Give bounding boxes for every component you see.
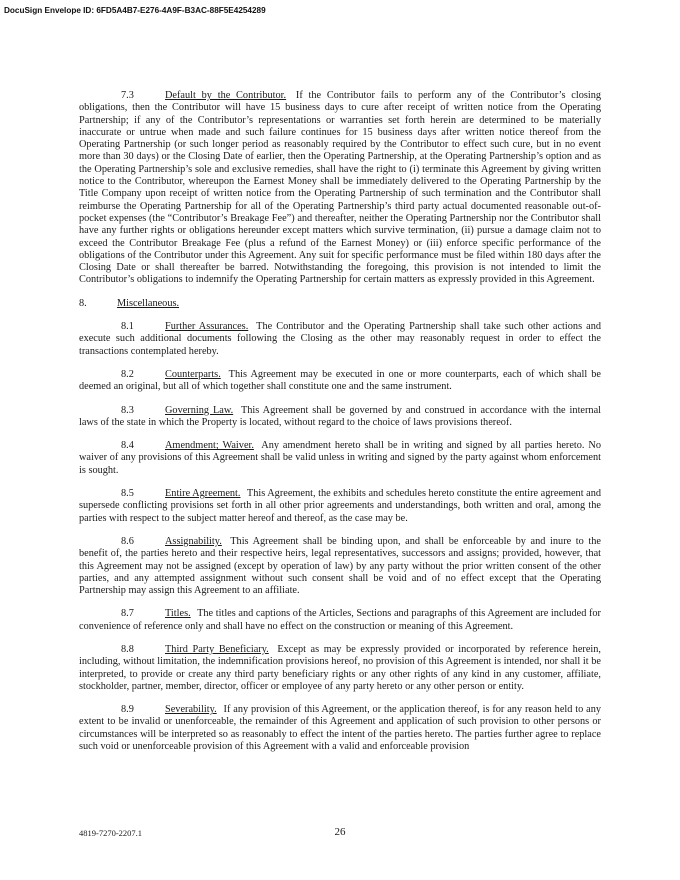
section-number: 8.4 <box>121 440 134 452</box>
section-heading: Default by the Contributor. <box>165 90 287 101</box>
section-text: This Agreement, the exhibits and schedules hereto constitute the entire agreement and supersede conflicting provisions set forth in all other prior agreements and understandings, both written and oral, among the parties with respect to the subject matter hereof and thereof, as the case may be. <box>79 488 602 524</box>
section-text: This Agreement shall be binding upon, and shall be enforceable by and inure to the benefit of, the parties hereto and their respective heirs, legal representatives, successors and assigns; provided, however, that this Agreement may not be assigned (except by operation of law) by any party without the prior written consent of the other parties, and any attempted assignment without such consent shall be void and of no effect except that the Operating Partnership may assign this Agreement to an affiliate. <box>79 535 601 597</box>
section-text: If the Contributor fails to perform any of the Contributor’s closing obligations, then the Contributor will have 15 business days to cure after receipt of written notice from the Operating Partnership; if any of the Contributor’s representations or warranties set forth herein are determined to be materially inaccurate or untrue when made and such failure continues for 15 business days after written notice thereof from the Operating Partnership (or such longer period as reasonably required by the Contributor to effect such cure, but in no event more than 30 days) or the Closing Date of earlier, then the Operating Partnership, at the Operating Partnership’s option and as the Operating Partnership’s sole and exclusive remedies, shall have the right to (i) terminate this Agreement by giving written notice to the Contributor, whereupon the Earnest Money shall be immediately delivered to the Operating Partnership by the Title Company upon receipt of written notice from the Operating Partnership of such termination and the Contributor shall reimburse the Operating Partnership for all of the Operating Partnership’s third party actual documented reasonable out-of-pocket expenses (the “Contributor’s Breakage Fee”) and thereafter, neither the Operating Partnership nor the Contributor shall have any further rights or obligations hereunder except matters which survive termination, (ii) pursue a damage claim not to exceed the Contributor Breakage Fee (plus a refund of the Earnest Money) or (iii) enforce specific performance of the obligations of the Contributor under this Agreement. Any suit for specific performance must be filed within 180 days after the Closing Date or shall thereafter be barred. Notwithstanding the foregoing, this provision is not intended to limit the Contributor’s obligations to indemnify the Operating Partnership for certain matters as expressly provided in this Agreement. <box>79 90 602 286</box>
section-heading: Titles. <box>165 608 191 620</box>
section-8-2 <box>79 369 601 394</box>
section-heading: Governing Law. <box>165 404 234 416</box>
section-text: The Contributor and the Operating Partnership shall take such other actions and execute such additional documents following the Closing as the other may reasonably request in order to effect the transactions contemplated hereby. <box>79 321 601 357</box>
section-number: 8. <box>79 297 87 309</box>
section-text: The titles and captions of the Articles, Sections and paragraphs of this Agreement are included for convenience of reference only and shall have no effect on the construction or meaning of this Agreement. <box>79 608 601 632</box>
section-heading: Assignability. <box>165 535 222 547</box>
section-8-6 <box>79 536 601 597</box>
section-text: Except as may be expressly provided or incorporated by reference herein, including, without limitation, the indemnification provisions hereof, no provision of this Agreement is intended, nor shall it be interpreted, to provide or create any third party beneficiary rights or any other rights of any kind in any customer, affiliate, stockholder, partner, member, director, officer or employee of any party hereto or any other person or entity. <box>79 643 601 692</box>
footer-document-id: 4819-7270-2207.1 <box>79 828 143 838</box>
section-heading: Miscellaneous. <box>117 297 180 309</box>
section-number: 8.1 <box>121 321 134 333</box>
section-8 <box>79 298 601 310</box>
section-heading: Counterparts. <box>165 368 221 380</box>
document-body <box>79 90 601 764</box>
section-number: 8.8 <box>121 643 134 655</box>
section-text: Any amendment hereto shall be in writing and signed by all parties hereto. No waiver of any provisions of this Agreement shall be valid unless in writing and signed by the party against whom enforcement is sought. <box>79 440 601 476</box>
page-number: 26 <box>334 826 346 838</box>
section-heading: Entire Agreement. <box>165 488 241 500</box>
section-8-5 <box>79 488 601 525</box>
section-number: 8.5 <box>121 488 134 500</box>
section-number: 8.6 <box>121 535 134 547</box>
section-8-1 <box>79 321 601 358</box>
section-8-9 <box>79 704 601 753</box>
section-8-3 <box>79 405 601 430</box>
section-8-7 <box>79 608 601 633</box>
envelope-id: DocuSign Envelope ID: 6FD5A4B7-E276-4A9F-B3AC-88F5E4254289 <box>4 6 266 15</box>
section-number: 8.3 <box>121 404 134 416</box>
section-number: 8.9 <box>121 704 134 716</box>
section-number: 8.7 <box>121 608 134 620</box>
section-heading: Third Party Beneficiary. <box>165 643 269 655</box>
section-text: If any provision of this Agreement, or the application thereof, is for any reason held to any extent to be invalid or unenforceable, the remainder of this Agreement and application of such provision to other persons or circumstances will be interpreted so as reasonably to effect the intent of the parties hereto. The parties further agree to replace such void or unenforceable provision of this Agreement with a valid and enforceable provision <box>79 704 602 753</box>
section-text: This Agreement shall be governed by and construed in accordance with the internal laws of the state in which the Property is located, without regard to the choice of laws provisions thereof. <box>79 404 602 428</box>
section-8-8 <box>79 644 601 693</box>
section-number: 7.3 <box>121 90 134 101</box>
section-text: This Agreement may be executed in one or more counterparts, each of which shall be deemed an original, but all of which together shall constitute one and the same instrument. <box>79 368 601 393</box>
section-heading: Amendment; Waiver. <box>165 440 254 452</box>
section-number: 8.2 <box>121 368 134 380</box>
section-7-3 <box>79 90 601 287</box>
section-heading: Further Assurances. <box>165 321 249 333</box>
section-8-4 <box>79 440 601 477</box>
section-heading: Severability. <box>165 704 217 716</box>
